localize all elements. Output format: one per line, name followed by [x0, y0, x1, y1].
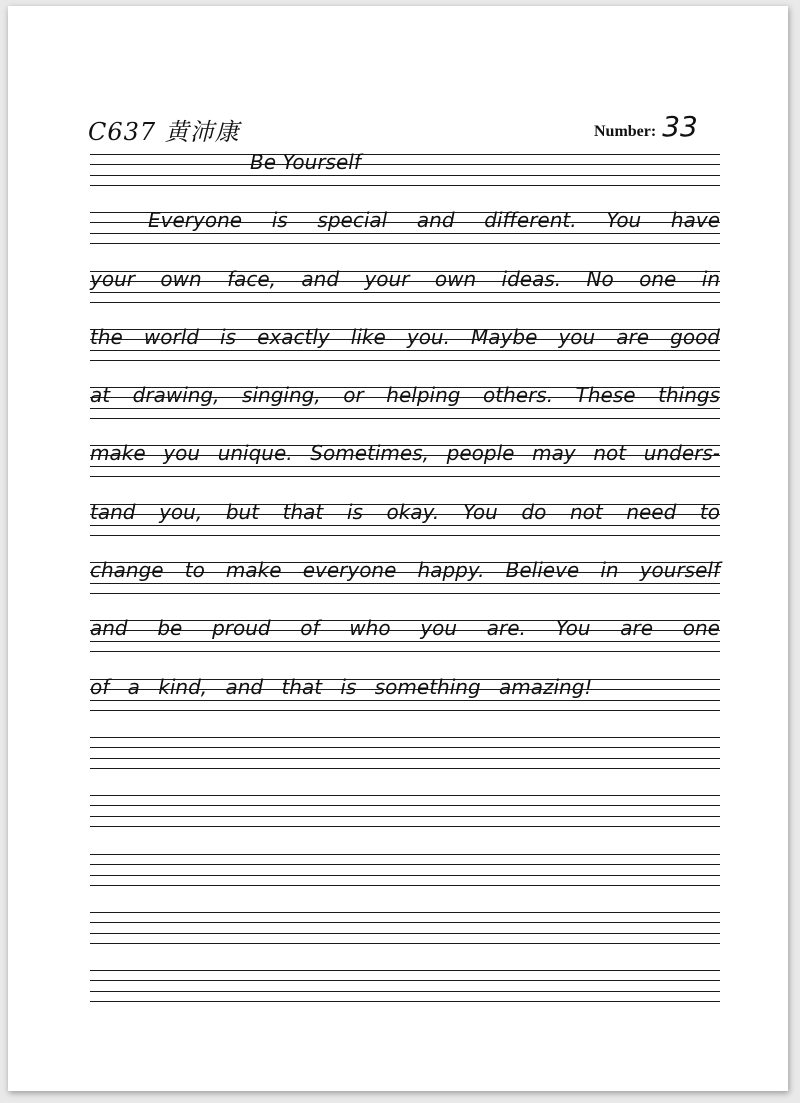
ruled-row — [90, 789, 720, 847]
ruled-row — [90, 731, 720, 789]
essay-title: Be Yourself — [250, 150, 361, 174]
number-value: 33 — [662, 110, 698, 143]
essay-line: tand you, but that is okay. You do not need to — [90, 499, 720, 524]
student-id-name: C637 黄沛康 — [88, 118, 240, 146]
ruled-row — [90, 381, 720, 439]
essay-line: the world is exactly like you. Maybe you are good — [90, 324, 720, 349]
ruled-row — [90, 439, 720, 497]
ruled-row — [90, 673, 720, 731]
ruled-row — [90, 556, 720, 614]
ruled-row — [90, 848, 720, 906]
ruled-row — [90, 265, 720, 323]
essay-line: at drawing, singing, or helping others. These things — [90, 383, 720, 408]
essay-line: make you unique. Sometimes, people may not unders- — [90, 441, 720, 466]
ruled-row — [90, 323, 720, 381]
ruled-row — [90, 964, 720, 1022]
essay-line: and be proud of who you are. You are one — [90, 616, 720, 641]
essay-line: of a kind, and that is something amazing! — [90, 674, 593, 699]
essay-line: Everyone is special and different. You have — [148, 208, 720, 233]
number-field — [594, 110, 698, 143]
ruled-row — [90, 906, 720, 964]
ruled-row — [90, 614, 720, 672]
ruled-row — [90, 498, 720, 556]
ruled-lines — [90, 148, 720, 1022]
ruled-row — [90, 148, 720, 206]
number-label: Number: — [594, 123, 657, 140]
essay-line: change to make everyone happy. Believe in yourself — [90, 558, 720, 583]
ruled-row — [90, 206, 720, 264]
essay-line: your own face, and your own ideas. No one in — [90, 266, 720, 291]
